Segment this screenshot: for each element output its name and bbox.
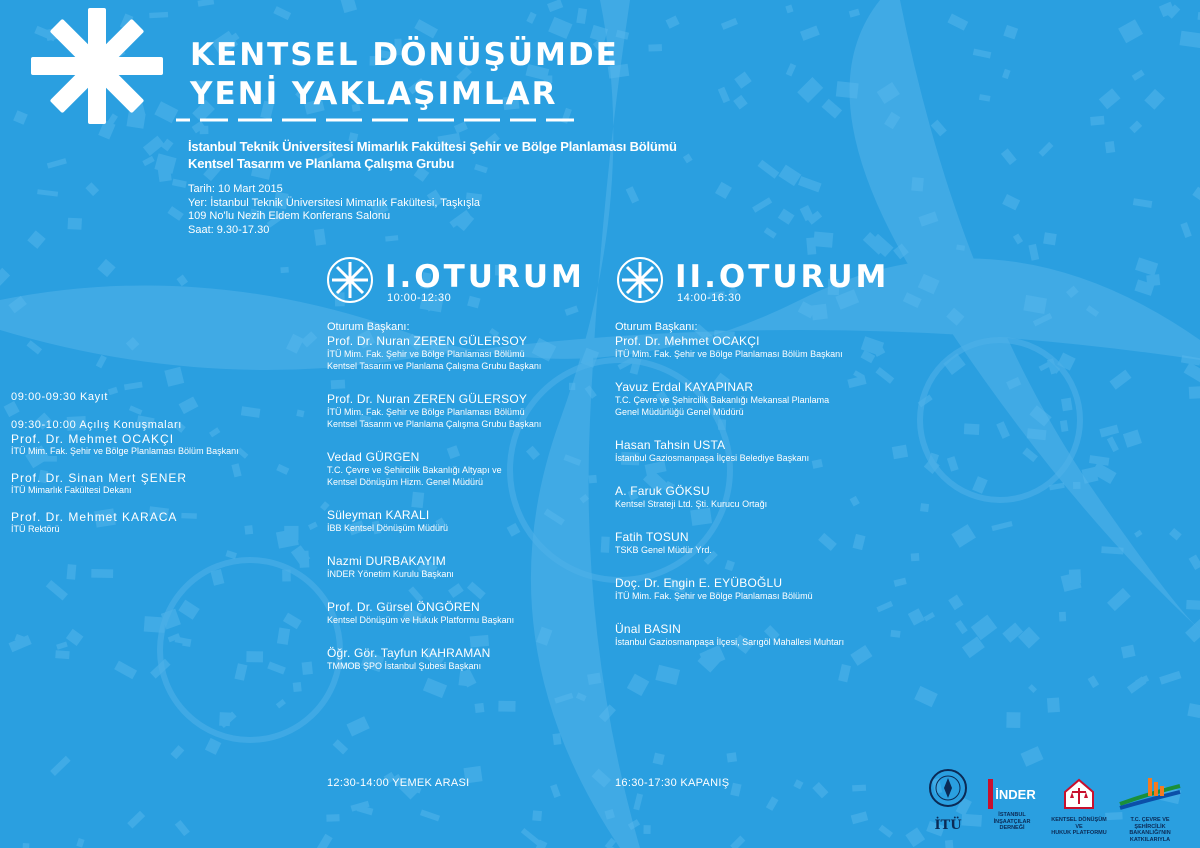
building-block [234,663,247,681]
speaker-desc: İTÜ Rektörü [11,524,60,534]
speaker-name: Prof. Dr. Gürsel ÖNGÖREN [327,600,480,614]
itu-logo [924,768,972,833]
building-block [947,456,959,471]
building-block [273,6,291,20]
speaker [615,484,915,510]
building-block [924,612,935,621]
building-block [1027,428,1047,440]
speaker-name: Fatih TOSUN [615,530,689,544]
event-time: Saat: 9.30-17.30 [188,223,270,236]
event-place-1: Yer: İstanbul Teknik Üniversitesi Mimarlık Fakültesi, Taşkışla [188,196,481,209]
building-block [786,63,796,76]
building-block [1135,257,1158,276]
building-block [1180,222,1191,238]
speaker-desc: Kentsel Strateji Ltd. Şti. Kurucu Ortağı [615,499,768,509]
inder-bar-icon [988,779,993,809]
building-block [778,165,801,187]
platform-caption-2: HUKUK PLATFORMU [1051,830,1107,836]
building-block [280,267,288,273]
building-block [766,796,779,811]
building-block [1118,19,1143,43]
building-block [733,95,748,110]
building-block [225,550,237,559]
building-block [142,156,154,166]
building-block [547,0,563,12]
building-block [948,595,963,611]
building-block [752,197,772,212]
building-block [565,305,579,315]
building-block [1179,31,1200,48]
speaker-desc: İTÜ Mim. Fak. Şehir ve Bölge Planlaması Bölümü [615,591,813,601]
building-block [1129,120,1142,133]
building-block [1089,455,1109,466]
building-block [1022,448,1038,463]
inder-caption-1: İSTANBUL İNŞAATÇILAR [993,812,1031,825]
title-line-2: YENİ YAKLAŞIMLAR [190,76,558,112]
building-block [198,0,215,7]
platform-caption-1: KENTSEL DÖNÜŞÜM VE [1051,817,1107,830]
building-block [346,716,369,736]
session-2-emblem-icon [616,256,664,304]
building-block [1105,141,1115,153]
dashed-rule [176,116,576,124]
organizer-line-2: Kentsel Tasarım ve Planlama Çalışma Grubu [188,156,455,171]
speaker [615,576,915,602]
building-block [47,158,67,169]
building-block [26,340,42,354]
building-block [1090,116,1104,126]
building-block [852,785,866,792]
ministry-caption-1: T.C. ÇEVRE VE ŞEHİRCİLİK [1130,817,1170,830]
building-block [964,423,980,435]
building-block [1184,362,1200,383]
building-block [246,651,263,662]
session-1-speakers [327,321,587,692]
speaker-desc: Kentsel Tasarım ve Planlama Çalışma Grubu Başkanı [327,419,542,429]
building-block [785,5,793,14]
building-block [1189,386,1200,399]
building-block [945,840,954,848]
building-block [276,699,286,709]
building-block [905,827,925,847]
building-block [973,49,992,59]
building-block [1006,712,1020,728]
event-info [188,183,480,237]
building-block [175,820,190,836]
building-block [1021,746,1044,767]
building-block [0,268,10,286]
speaker-name: Doç. Dr. Engin E. EYÜBOĞLU [615,576,783,590]
building-block [778,209,795,225]
building-block [653,753,665,765]
building-block [1127,676,1147,693]
building-block [576,8,587,24]
building-block [1185,619,1200,643]
speaker-name: Öğr. Gör. Tayfun KAHRAMAN [327,646,491,660]
asterisk-logo-icon [22,6,172,126]
building-block [955,620,968,634]
building-block [532,810,542,821]
speaker [327,450,587,488]
building-block [878,825,893,838]
building-block [1144,89,1165,110]
building-block [97,259,115,277]
building-block [683,153,693,163]
session-2-speakers [615,321,915,668]
building-block [800,26,820,41]
building-block [1107,588,1131,611]
opening-speaker [11,471,311,496]
building-block [1192,187,1200,202]
building-block [55,650,69,659]
building-block [648,44,662,51]
speaker [615,530,915,556]
building-block [175,636,185,643]
event-title [190,36,619,114]
building-block [526,12,536,24]
building-block [1039,361,1052,371]
opening-speaker [11,510,311,535]
building-block [96,355,107,369]
building-block [1059,612,1066,622]
building-block [167,206,183,221]
building-block [727,752,738,762]
building-block [920,503,929,512]
building-block [812,782,828,798]
building-block [1061,398,1073,412]
ministry-logo [1116,776,1184,843]
building-block [721,18,738,30]
session-2-time: 14:00-16:30 [677,292,742,304]
building-block [979,94,991,102]
building-block [1123,429,1142,447]
building-block [550,784,561,798]
building-block [793,779,803,789]
building-block [1088,675,1100,688]
session-1-time: 10:00-12:30 [387,292,452,304]
building-block [91,569,113,578]
speaker-desc: İTÜ Mimarlık Fakültesi Dekanı [11,485,132,495]
building-block [1002,622,1023,642]
speaker-name: Vedad GÜRGEN [327,450,420,464]
speaker-desc: İNDER Yönetim Kurulu Başkanı [327,569,454,579]
speaker-desc: İTÜ Mim. Fak. Şehir ve Bölge Planlaması Bölüm Başkanı [11,446,239,456]
building-block [1073,482,1081,489]
speaker-name: Prof. Dr. Sinan Mert ŞENER [11,471,188,485]
building-block [931,120,947,137]
building-block [1132,70,1145,81]
building-block [76,838,84,848]
building-block [1189,554,1200,570]
building-block [170,745,184,759]
chair-label: Oturum Başkanı: [615,321,698,333]
building-block [498,701,515,712]
building-block [1013,233,1023,244]
building-block [1107,436,1119,452]
ministry-emblem-icon [1118,776,1182,812]
speaker-name: Nazmi DURBAKAYIM [327,554,446,568]
building-block [643,825,650,834]
inder-caption-2: DERNEĞİ [999,825,1025,831]
building-block [764,227,777,238]
session-chair [327,334,587,372]
building-block [587,673,601,685]
building-block [633,793,643,810]
building-block [1039,142,1054,157]
building-block [730,836,745,848]
speaker [327,508,587,534]
speaker-name: Ünal BASIN [615,622,682,636]
building-block [971,615,997,641]
speaker-desc: TSKB Genel Müdür Yrd. [615,545,712,555]
itu-label: İTÜ [934,818,962,833]
inder-logo [982,776,1042,832]
building-block [1028,684,1037,693]
house-scales-icon [1062,776,1096,812]
building-block [553,733,562,745]
speaker [327,600,587,626]
building-block [67,564,77,580]
building-block [267,662,286,675]
speaker-name: Prof. Dr. Nuran ZEREN GÜLERSOY [327,392,528,406]
building-block [37,189,58,196]
sponsor-logos [924,768,1184,843]
building-block [124,382,143,391]
building-block [1061,572,1082,592]
building-block [851,811,868,824]
building-block [66,629,84,646]
building-block [589,475,597,484]
speaker-desc: İTÜ Mim. Fak. Şehir ve Bölge Planlaması Bölüm Başkanı [615,349,843,359]
building-block [27,230,45,248]
building-block [730,783,741,797]
speaker-name: Hasan Tahsin USTA [615,438,726,452]
building-block [972,476,988,494]
building-block [1002,69,1011,79]
speaker-desc: Kentsel Dönüşüm Hizm. Genel Müdürü [327,477,484,487]
building-block [158,168,172,182]
building-block [1187,703,1200,718]
speaker-desc: T.C. Çevre ve Şehircilik Bakanlığı Mekansal Planlama [615,395,830,405]
speaker [615,622,915,648]
opening-speeches-title: 09:30-10:00 Açılış Konuşmaları [11,419,182,431]
event-place-2: 109 No'lu Nezih Eldem Konferans Salonu [188,210,391,222]
building-block [1002,194,1020,210]
building-block [283,613,302,630]
building-block [420,810,440,822]
building-block [666,15,680,28]
session-chair [615,334,915,360]
building-block [277,628,290,645]
building-block [1028,244,1039,261]
building-block [211,569,225,586]
building-block [718,87,730,103]
speaker [615,380,915,418]
building-block [46,580,68,601]
speaker [615,438,915,464]
inder-mark: İNDER [995,786,1036,802]
building-block [715,182,732,199]
building-block [1001,148,1017,165]
closing: 16:30-17:30 KAPANIŞ [615,777,730,789]
speaker-desc: TMMOB ŞPO İstanbul Şubesi Başkanı [327,661,482,671]
building-block [293,682,302,692]
building-block [50,756,71,776]
session-1-title: I.OTURUM [385,259,585,295]
building-block [798,176,822,192]
speaker [327,554,587,580]
speaker-desc: İTÜ Mim. Fak. Şehir ve Bölge Planlaması Bölümü [327,407,525,417]
building-block [734,71,752,88]
building-block [341,0,357,13]
building-block [172,179,187,188]
building-block [822,99,843,119]
building-block [333,739,349,754]
session-1-emblem-icon [326,256,374,304]
speaker-desc: İBB Kentsel Dönüşüm Müdürü [327,523,449,533]
building-block [836,81,859,99]
opening-program [11,390,311,549]
speaker-name: Prof. Dr. Nuran ZEREN GÜLERSOY [327,334,528,348]
building-block [911,177,924,191]
speaker-desc: Kentsel Tasarım ve Planlama Çalışma Grubu Başkanı [327,361,542,371]
building-block [626,186,639,203]
building-block [1133,198,1153,208]
building-block [1121,645,1136,659]
building-block [68,218,82,230]
building-block [1186,600,1200,610]
title-line-1: KENTSEL DÖNÜŞÜMDE [190,37,619,73]
building-block [601,537,610,553]
building-block [205,738,221,755]
session-2-title: II.OTURUM [675,259,890,295]
building-block [521,828,541,846]
speaker-desc: Kentsel Dönüşüm ve Hukuk Platformu Başkanı [327,615,515,625]
opening-speaker [11,432,311,457]
organizer [188,138,677,172]
building-block [951,524,976,548]
building-block [1134,530,1142,538]
building-block [475,703,485,713]
platform-logo [1048,776,1110,837]
building-block [164,367,184,387]
building-block [177,275,189,287]
speaker-name: Prof. Dr. Mehmet KARACA [11,510,178,524]
building-block [1110,370,1132,390]
building-block [317,834,333,848]
building-block [1003,25,1018,40]
registration-slot: 09:00-09:30 Kayıt [11,391,109,403]
building-block [1099,425,1119,438]
building-block [758,160,780,179]
speaker [327,392,587,430]
speaker-desc: Genel Müdürlüğü Genel Müdürü [615,407,744,417]
building-block [302,662,313,675]
itu-seal-icon [928,768,968,814]
building-block [811,304,828,321]
building-block [991,521,1012,531]
speaker-name: Yavuz Erdal KAYAPINAR [615,380,754,394]
building-block [627,674,650,696]
building-block [467,296,480,309]
building-block [914,686,938,707]
building-block [1043,232,1057,245]
building-block [178,600,199,620]
building-block [849,9,860,18]
ministry-caption-2: BAKANLIĞI'NIN KATKILARIYLA [1129,830,1171,843]
lunch-break: 12:30-14:00 YEMEK ARASI [327,777,470,789]
building-block [797,77,823,103]
building-block [56,642,68,650]
building-block [1047,697,1060,712]
building-block [813,232,833,248]
building-block [114,661,137,680]
building-block [326,814,339,822]
event-date: Tarih: 10 Mart 2015 [188,183,283,195]
speaker-name: Süleyman KARALI [327,508,430,522]
speaker-name: Prof. Dr. Mehmet OCAKÇI [11,432,175,446]
speaker [327,646,587,672]
speaker-desc: T.C. Çevre ve Şehircilik Bakanlığı Altyapı ve [327,465,502,475]
building-block [85,182,99,196]
building-block [127,811,145,829]
building-block [1159,671,1181,685]
building-block [22,843,29,848]
building-block [996,421,1010,439]
speaker-desc: İTÜ Mim. Fak. Şehir ve Bölge Planlaması Bölümü [327,349,525,359]
organizer-line-1: İstanbul Teknik Üniversitesi Mimarlık Fakültesi Şehir ve Bölge Planlaması Bölümü [188,139,677,154]
speaker-name: A. Faruk GÖKSU [615,484,710,498]
speaker-name: Prof. Dr. Mehmet OCAKÇI [615,334,760,348]
speaker-desc: İstanbul Gaziosmanpaşa İlçesi, Sarıgöl Mahallesi Muhtarı [615,637,845,647]
building-block [947,14,968,31]
building-block [143,136,165,156]
building-block [1099,88,1121,109]
building-block [1060,420,1069,432]
chair-label: Oturum Başkanı: [327,321,410,333]
speaker-desc: İstanbul Gaziosmanpaşa İlçesi Belediye Başkanı [615,453,810,463]
building-block [1169,528,1182,540]
